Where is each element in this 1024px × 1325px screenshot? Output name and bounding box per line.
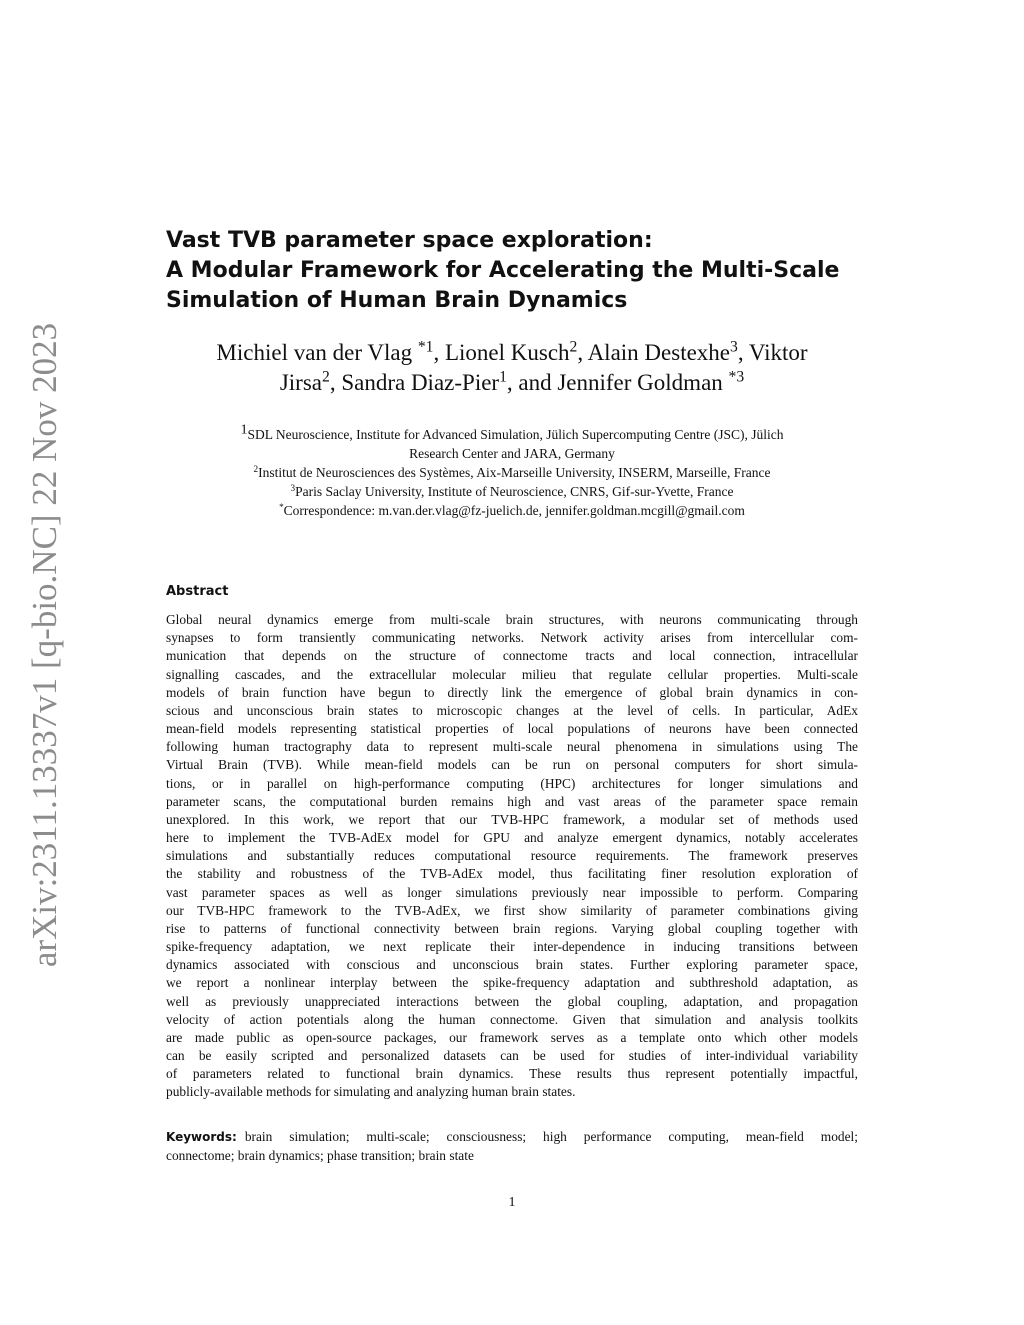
abstract-line: munication that depends on the structure of connectome tracts and local connection, intracellular (166, 648, 858, 664)
abstract-line: dynamics associated with conscious and unconscious brain states. Further exploring parameter space, (166, 957, 858, 973)
affiliation-text: Institut de Neurosciences des Systèmes, Aix-Marseille University, INSERM, Marseille, France (258, 465, 771, 480)
author-affiliation-mark: *3 (728, 368, 745, 386)
affiliation-text: SDL Neuroscience, Institute for Advanced Simulation, Jülich Supercomputing Centre (JSC), Jülich (247, 427, 784, 442)
abstract-line: Global neural dynamics emerge from multi-scale brain structures, with neurons communicating through (166, 612, 858, 627)
abstract-line: Virtual Brain (TVB). While mean-field models can be run on personal computers for short simula- (166, 757, 858, 773)
abstract-line: publicly-available methods for simulating and analyzing human brain states. (166, 1084, 576, 1100)
author-affiliation-mark: 2 (569, 338, 578, 356)
affiliations (166, 421, 858, 520)
author-name: , Lionel Kusch (433, 340, 570, 365)
title-line: A Modular Framework for Accelerating the Multi-Scale (166, 258, 840, 283)
abstract-body (166, 611, 858, 1102)
author-affiliation-mark: 1 (499, 368, 507, 386)
affiliation-mark: * (279, 501, 284, 512)
author-affiliation-mark: 3 (730, 338, 738, 356)
keywords-line (166, 1128, 858, 1147)
title-line: Simulation of Human Brain Dynamics (166, 288, 628, 313)
abstract-line: unexplored. In this work, we report that our TVB-HPC framework, a modular set of methods used (166, 811, 858, 827)
affiliation-line (166, 501, 858, 520)
abstract-line: of parameters related to functional brain dynamics. These results thus represent potentially impactful, (166, 1066, 858, 1082)
abstract-line: parameter scans, the computational burden remains high and vast areas of the parameter space remain (166, 793, 858, 809)
author-name: , and Jennifer Goldman (506, 370, 729, 395)
keywords-text: brain simulation; multi-scale; consciousness; high performance computing, mean-field model; (244, 1129, 858, 1144)
affiliation-line (166, 421, 858, 444)
abstract-line: mean-field models representing statistical properties of local populations of neurons have been connected (166, 721, 858, 737)
abstract-line: velocity of action potentials along the human connectome. Given that simulation and analysis toolkits (166, 1011, 858, 1027)
keywords-line: connectome; brain dynamics; phase transition; brain state (166, 1147, 474, 1163)
author-name: , Viktor (737, 340, 808, 365)
author-line-1 (166, 338, 858, 368)
abstract-line: vast parameter spaces as well as longer simulations previously near impossible to perform. Comparing (166, 884, 858, 900)
abstract-line: spike-frequency adaptation, we next replicate their inter-dependence in inducing transitions between (166, 939, 858, 955)
affiliation-mark: 3 (290, 482, 296, 493)
keywords-section (166, 1128, 858, 1165)
author-name: , Alain Destexhe (577, 340, 730, 365)
abstract-line: synapses to form transiently communicating networks. Network activity arises from intercellular com- (166, 630, 858, 646)
affiliation-mark: 2 (253, 463, 259, 474)
abstract-line: are made public as open-source packages, our framework serves as a template onto which other models (166, 1029, 858, 1045)
author-affiliation-mark: *1 (417, 338, 434, 356)
affiliation-mark: 1 (240, 421, 248, 438)
abstract-line: following human tractography data to represent multi-scale neural phenomena in simulations using The (166, 739, 858, 755)
keywords-label: Keywords: (166, 1130, 237, 1144)
abstract-line: the stability and robustness of the TVB-AdEx model, thus facilitating finer resolution exploration of (166, 866, 858, 882)
abstract-line: signalling cascades, and the extracellular molecular milieu that regulate cellular properties. Multi-scale (166, 666, 858, 682)
author-line-2 (166, 368, 858, 398)
author-name: Jirsa (279, 370, 323, 395)
abstract-line: scious and unconscious brain states to microscopic changes at the level of cells. In particular, AdEx (166, 702, 858, 718)
affiliation-text: Correspondence: m.van.der.vlag@fz-juelich.de, jennifer.goldman.mcgill@gmail.com (283, 503, 745, 518)
author-list (166, 338, 858, 398)
author-name: Michiel van der Vlag (216, 340, 418, 365)
title-line: Vast TVB parameter space exploration: (166, 228, 653, 253)
abstract-line: simulations and substantially reduces computational resource requirements. The framework preserves (166, 848, 858, 864)
arxiv-identifier-stamp: arXiv:2311.13337v1 [q-bio.NC] 22 Nov 2023 (25, 322, 64, 968)
page-number: 1 (508, 1195, 516, 1210)
author-affiliation-mark: 2 (322, 368, 330, 386)
abstract-heading: Abstract (166, 584, 229, 599)
abstract-line: rise to patterns of functional connectivity between brain regions. Varying global coupling together with (166, 920, 858, 936)
abstract-line: tions, or in parallel on high-performance computing (HPC) architectures for longer simulations and (166, 775, 858, 791)
affiliation-line (166, 482, 858, 501)
abstract-line: well as previously unappreciated interactions between the global coupling, adaptation, and propagation (166, 993, 858, 1009)
abstract-line: models of brain function have begun to directly link the emergence of global brain dynamics in con- (166, 684, 858, 700)
abstract-line: we report a nonlinear interplay between the spike-frequency adaptation and subthreshold adaptation, as (166, 975, 858, 991)
affiliation-text: Paris Saclay University, Institute of Neuroscience, CNRS, Gif-sur-Yvette, France (295, 484, 734, 499)
abstract-line: our TVB-HPC framework to the TVB-AdEx, we first show similarity of parameter combinations giving (166, 902, 858, 918)
abstract-line: can be easily scripted and personalized datasets can be used for studies of inter-individual variability (166, 1048, 858, 1064)
paper-title (166, 226, 866, 316)
affiliation-line (166, 463, 858, 482)
abstract-line: here to implement the TVB-AdEx model for GPU and analyze emergent dynamics, notably accelerates (166, 830, 858, 846)
affiliation-text: Research Center and JARA, Germany (409, 446, 615, 461)
affiliation-line (166, 444, 858, 463)
author-name: , Sandra Diaz-Pier (329, 370, 500, 395)
